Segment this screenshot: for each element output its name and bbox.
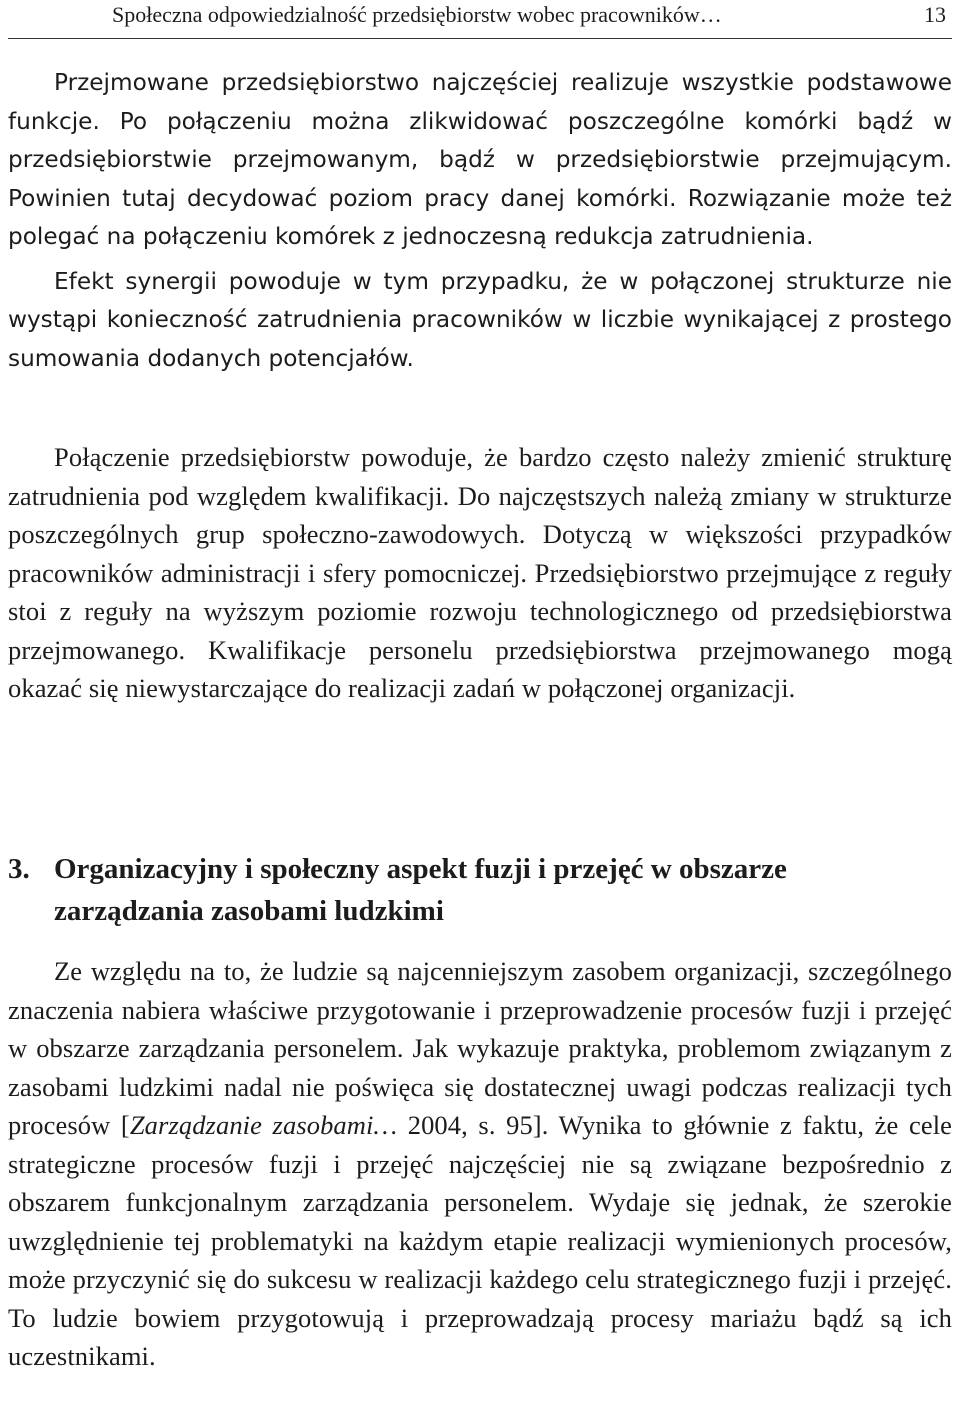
paragraph: Przejmowane przedsiębiorstwo najczęściej realizuje wszystkie podstawowe funkcje. Po połączeniu można zlikwidować poszczególne komórki bądź w przedsiębiorstwie przejmowanym, bądź w przedsiębiorstwie przejmującym. Powinien tutaj decydować poziom pracy danej komórki. Rozwiązanie może też polegać na połączeniu komórek z jednoczesną redukcja zatrudnienia. (8, 69, 952, 250)
citation-details: 2004, s. 95]. (397, 1110, 549, 1140)
page-number: 13 (924, 2, 946, 27)
running-header (8, 0, 952, 39)
text-block-top (8, 64, 952, 378)
paragraph: Połączenie przedsiębiorstw powoduje, że bardzo często należy zmienić strukturę zatrudnienia pod względem kwalifikacji. Do najczęstszych należą zmiany w strukturze poszczególnych grup społeczno-zawodowych. Dotyczą w większości przypadków pracowników administracji i sfery pomocniczej. Przedsiębiorstwo przejmujące z reguły stoi z reguły na wyższym poziomie rozwoju technologicznego od przedsiębiorstwa przejmowanego. Kwalifikacje personelu przedsiębiorstwa przejmowanego mogą okazać się niewystarczające do realizacji zadań w połączonej organizacji. (8, 442, 952, 703)
section-title-line-2: zarządzania zasobami ludzkimi (54, 895, 444, 927)
section-title-line-1: Organizacyjny i społeczny aspekt fuzji i przejęć w obszarze (54, 853, 787, 885)
paragraph-text: Wynika to głównie z faktu, że cele strategiczne procesów fuzji i przejęć najczęściej nie są związane bezpośrednio z obszarem funkcjonalnym zarządzania personelem. Wydaje się jednak, że szerokie uwzględnienie tej problematyki na każdym etapie realizacji wymienionych procesów, może przyczynić się do sukcesu w realizacji każdego celu strategicznego fuzji i przejęć. To ludzie bowiem przygotowują i przeprowadzają procesy mariażu bądź są ich uczestnikami. (8, 1110, 953, 1371)
text-block-section (8, 952, 952, 1376)
text-block-middle (8, 438, 952, 708)
section-heading (8, 848, 952, 932)
paragraph-text: Ze względu na to, że ludzie są najcenniejszym zasobem organizacji, szczególnego znaczenia nabiera właściwe przygotowanie i przeprowadzenie procesów fuzji i przejęć w obszarze zarządzania personelem. Jak wykazuje praktyka, problemom związanym z zasobami ludzkimi nadal nie poświęca się dostatecznej uwagi podczas realizacji tych procesów [ (8, 956, 952, 1140)
paragraph (8, 952, 952, 1376)
citation-title: Zarządzanie zasobami… (129, 1110, 398, 1140)
running-title: Społeczna odpowiedzialność przedsiębiorstw wobec pracowników… (112, 2, 722, 27)
section-number: 3. (8, 853, 30, 885)
paragraph: Efekt synergii powoduje w tym przypadku, że w połączonej strukturze nie wystąpi konieczność zatrudnienia pracowników w liczbie wynikającej z prostego sumowania dodanych potencjałów. (8, 267, 952, 372)
